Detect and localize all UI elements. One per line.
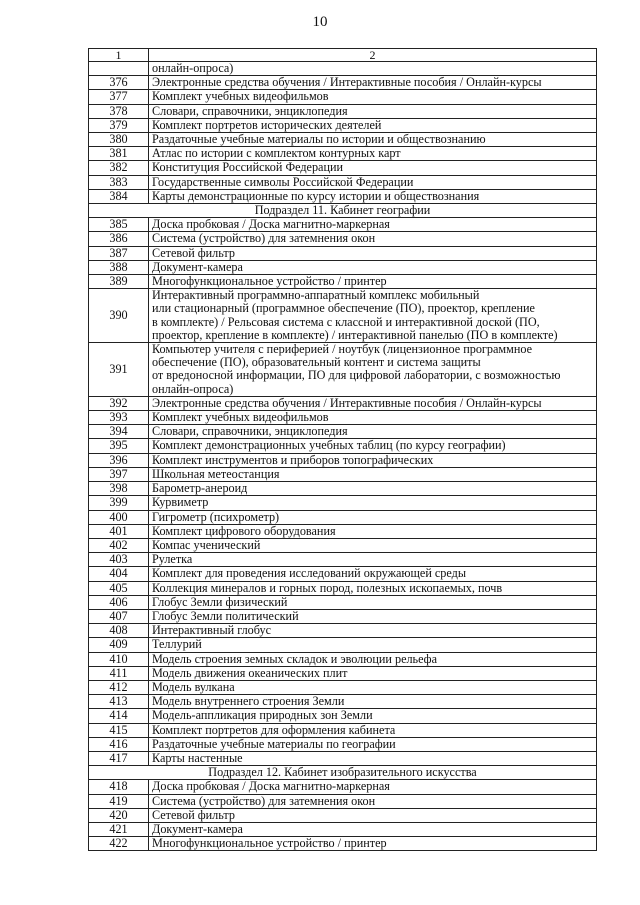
row-description <box>149 837 597 851</box>
description-line: от вредоносной информации, ПО для цифровой лаборатории, с возможностью <box>152 368 561 383</box>
table-row <box>89 260 597 274</box>
row-description <box>149 709 597 723</box>
description-line: Документ-камера <box>152 822 243 836</box>
description-line: Рулетка <box>152 552 193 567</box>
equipment-table <box>88 48 597 851</box>
description-line: Модель движения океанических плит <box>152 666 348 680</box>
row-number: 413 <box>89 695 149 709</box>
row-description <box>149 425 597 439</box>
row-description <box>149 510 597 524</box>
table-row <box>89 709 597 723</box>
row-number: 400 <box>89 510 149 524</box>
table-row <box>89 581 597 595</box>
row-number: 401 <box>89 524 149 538</box>
table-row <box>89 595 597 609</box>
table-row <box>89 638 597 652</box>
description-line: Словари, справочники, энциклопедия <box>152 104 348 118</box>
row-description <box>149 147 597 161</box>
row-description <box>149 482 597 496</box>
table-row <box>89 524 597 538</box>
row-description <box>149 118 597 132</box>
row-number: 411 <box>89 666 149 680</box>
description-line: Сетевой фильтр <box>152 246 235 260</box>
table-row <box>89 680 597 694</box>
row-description <box>149 695 597 709</box>
row-description <box>149 62 597 76</box>
table-row <box>89 794 597 808</box>
description-line: Раздаточные учебные материалы по истории и обществознанию <box>152 132 486 147</box>
row-number: 399 <box>89 496 149 510</box>
description-line: обеспечение (ПО), образовательный контент и система защиты <box>152 355 481 370</box>
row-description <box>149 609 597 623</box>
row-description <box>149 723 597 737</box>
row-number: 402 <box>89 538 149 552</box>
table-row <box>89 822 597 836</box>
row-description <box>149 411 597 425</box>
section-heading-row <box>89 204 597 218</box>
row-description <box>149 246 597 260</box>
description-line: Комплект учебных видеофильмов <box>152 410 329 425</box>
row-description <box>149 453 597 467</box>
table-row <box>89 439 597 453</box>
row-number: 418 <box>89 780 149 794</box>
row-number: 396 <box>89 453 149 467</box>
description-line: Государственные символы Российской Федерации <box>152 175 414 189</box>
page-number: 10 <box>312 14 328 30</box>
row-number: 405 <box>89 581 149 595</box>
row-description <box>149 638 597 652</box>
row-number: 397 <box>89 467 149 481</box>
row-description <box>149 232 597 246</box>
table-row <box>89 567 597 581</box>
row-number: 388 <box>89 260 149 274</box>
description-line: Коллекция минералов и горных пород, полезных ископаемых, почв <box>152 581 503 595</box>
row-number: 381 <box>89 147 149 161</box>
row-number: 415 <box>89 723 149 737</box>
equipment-table-body <box>89 49 597 851</box>
table-row <box>89 133 597 147</box>
row-number: 395 <box>89 439 149 453</box>
section-title: Подраздел 12. Кабинет изобразительного искусства <box>89 766 597 780</box>
row-description <box>149 496 597 510</box>
description-line: Интерактивный программно-аппаратный комплекс мобильный <box>152 288 480 303</box>
table-row <box>89 246 597 260</box>
description-line: Барометр-анероид <box>152 481 248 496</box>
table-row <box>89 666 597 680</box>
description-line: Конституция Российской Федерации <box>152 160 344 175</box>
row-number <box>89 62 149 76</box>
description-line: Комплект инструментов и приборов топографических <box>152 453 434 467</box>
row-description <box>149 794 597 808</box>
description-line: Сетевой фильтр <box>152 808 235 822</box>
description-line: Интерактивный глобус <box>152 623 271 638</box>
table-row <box>89 482 597 496</box>
row-number: 390 <box>89 289 149 343</box>
table-row <box>89 652 597 666</box>
table-row <box>89 218 597 232</box>
description-line: Система (устройство) для затемнения окон <box>152 231 376 246</box>
description-line: Многофункциональное устройство / принтер <box>152 274 387 289</box>
description-line: Глобус Земли политический <box>152 609 299 623</box>
section-title: Подраздел 11. Кабинет географии <box>89 204 597 218</box>
table-row <box>89 808 597 822</box>
row-number: 393 <box>89 411 149 425</box>
row-description <box>149 175 597 189</box>
row-number: 394 <box>89 425 149 439</box>
row-number: 410 <box>89 652 149 666</box>
table-row <box>89 737 597 751</box>
description-line: Глобус Земли физический <box>152 595 288 609</box>
description-line: онлайн-опроса) <box>152 61 234 75</box>
description-line: Модель строения земных складок и эволюции рельефа <box>152 652 437 666</box>
section-heading-row <box>89 766 597 780</box>
table-row <box>89 118 597 132</box>
row-number: 412 <box>89 680 149 694</box>
row-number: 378 <box>89 104 149 118</box>
row-description <box>149 680 597 694</box>
description-line: Компьютер учителя с периферией / ноутбук (лицензионное программное <box>152 342 533 357</box>
row-description <box>149 737 597 751</box>
description-line: Теллурий <box>152 637 202 652</box>
table-row <box>89 538 597 552</box>
description-line: Многофункциональное устройство / принтер <box>152 836 387 851</box>
description-line: Карты настенные <box>152 751 243 765</box>
table-row <box>89 289 597 343</box>
row-description <box>149 666 597 680</box>
row-number: 383 <box>89 175 149 189</box>
table-row <box>89 837 597 851</box>
row-number: 385 <box>89 218 149 232</box>
table-row <box>89 751 597 765</box>
row-description <box>149 396 597 410</box>
table-row <box>89 104 597 118</box>
table-row <box>89 396 597 410</box>
table-row <box>89 453 597 467</box>
row-number: 414 <box>89 709 149 723</box>
row-number: 407 <box>89 609 149 623</box>
row-description <box>149 161 597 175</box>
row-number: 420 <box>89 808 149 822</box>
row-number: 398 <box>89 482 149 496</box>
description-line: Комплект демонстрационных учебных таблиц (по курсу географии) <box>152 438 506 453</box>
table-row <box>89 780 597 794</box>
row-number: 389 <box>89 275 149 289</box>
table-header-row <box>89 49 597 62</box>
description-line: Словари, справочники, энциклопедия <box>152 424 348 439</box>
row-number: 380 <box>89 133 149 147</box>
description-line: Комплект портретов для оформления кабинета <box>152 723 396 737</box>
header-col-name: 2 <box>149 49 597 62</box>
row-number: 386 <box>89 232 149 246</box>
description-line: или стационарный (программное обеспечение (ПО), проектор, крепление <box>152 301 535 316</box>
row-description <box>149 275 597 289</box>
table-row <box>89 553 597 567</box>
row-description <box>149 595 597 609</box>
row-description <box>149 343 597 397</box>
description-line: Электронные средства обучения / Интерактивные пособия / Онлайн-курсы <box>152 75 542 90</box>
description-line: Модель вулкана <box>152 680 235 694</box>
row-number: 416 <box>89 737 149 751</box>
row-number: 384 <box>89 189 149 203</box>
description-line: Курвиметр <box>152 495 209 510</box>
row-description <box>149 524 597 538</box>
row-description <box>149 289 597 343</box>
row-number: 391 <box>89 343 149 397</box>
row-description <box>149 808 597 822</box>
row-number: 421 <box>89 822 149 836</box>
description-line: Компас ученический <box>152 538 261 552</box>
row-number: 377 <box>89 90 149 104</box>
row-description <box>149 624 597 638</box>
row-description <box>149 652 597 666</box>
row-number: 404 <box>89 567 149 581</box>
row-number: 409 <box>89 638 149 652</box>
header-col-number: 1 <box>89 49 149 62</box>
row-number: 408 <box>89 624 149 638</box>
description-line: Система (устройство) для затемнения окон <box>152 794 376 808</box>
row-number: 406 <box>89 595 149 609</box>
row-description <box>149 133 597 147</box>
description-line: Электронные средства обучения / Интерактивные пособия / Онлайн-курсы <box>152 396 542 410</box>
table-row <box>89 62 597 76</box>
table-row <box>89 723 597 737</box>
row-description <box>149 751 597 765</box>
table-row <box>89 343 597 397</box>
table-row <box>89 90 597 104</box>
description-line: Атлас по истории с комплектом контурных карт <box>152 146 401 161</box>
table-row <box>89 496 597 510</box>
row-description <box>149 104 597 118</box>
description-line: онлайн-опроса) <box>152 381 234 396</box>
table-row <box>89 695 597 709</box>
row-number: 419 <box>89 794 149 808</box>
table-row <box>89 161 597 175</box>
description-line: Документ-камера <box>152 260 243 274</box>
table-row <box>89 147 597 161</box>
description-line: Доска пробковая / Доска магнитно-маркерная <box>152 217 390 232</box>
row-number: 403 <box>89 553 149 567</box>
row-number: 382 <box>89 161 149 175</box>
description-line: Доска пробковая / Доска магнитно-маркерная <box>152 779 390 794</box>
table-row <box>89 275 597 289</box>
description-line: Комплект для проведения исследований окружающей среды <box>152 566 467 581</box>
table-row <box>89 232 597 246</box>
row-description <box>149 567 597 581</box>
table-row <box>89 411 597 425</box>
row-description <box>149 76 597 90</box>
description-line: Гигрометр (психрометр) <box>152 510 280 524</box>
table-row <box>89 425 597 439</box>
row-number: 387 <box>89 246 149 260</box>
table-row <box>89 189 597 203</box>
description-line: Карты демонстрационные по курсу истории и обществознания <box>152 189 480 203</box>
row-description <box>149 467 597 481</box>
row-number: 417 <box>89 751 149 765</box>
row-description <box>149 538 597 552</box>
table-row <box>89 609 597 623</box>
description-line: Школьная метеостанция <box>152 467 280 481</box>
description-line: в комплекте) / Рельсовая система с классной и интерактивной доской (ПО, <box>152 314 540 329</box>
description-line: Комплект цифрового оборудования <box>152 524 336 538</box>
row-description <box>149 90 597 104</box>
row-number: 392 <box>89 396 149 410</box>
table-row <box>89 467 597 481</box>
table-row <box>89 510 597 524</box>
row-description <box>149 439 597 453</box>
row-number: 379 <box>89 118 149 132</box>
row-description <box>149 218 597 232</box>
table-row <box>89 175 597 189</box>
row-number: 376 <box>89 76 149 90</box>
description-line: Раздаточные учебные материалы по географии <box>152 737 396 751</box>
description-line: Модель внутреннего строения Земли <box>152 694 345 709</box>
description-line: Комплект учебных видеофильмов <box>152 89 329 104</box>
description-line: проектор, крепление в комплекте) / интерактивной панелью (ПО в комплекте) <box>152 327 558 342</box>
row-description <box>149 553 597 567</box>
table-row <box>89 76 597 90</box>
row-number: 422 <box>89 837 149 851</box>
row-description <box>149 822 597 836</box>
row-description <box>149 780 597 794</box>
row-description <box>149 189 597 203</box>
description-line: Модель-аппликация природных зон Земли <box>152 708 373 723</box>
description-line: Комплект портретов исторических деятелей <box>152 118 382 132</box>
row-description <box>149 260 597 274</box>
row-description <box>149 581 597 595</box>
table-row <box>89 624 597 638</box>
